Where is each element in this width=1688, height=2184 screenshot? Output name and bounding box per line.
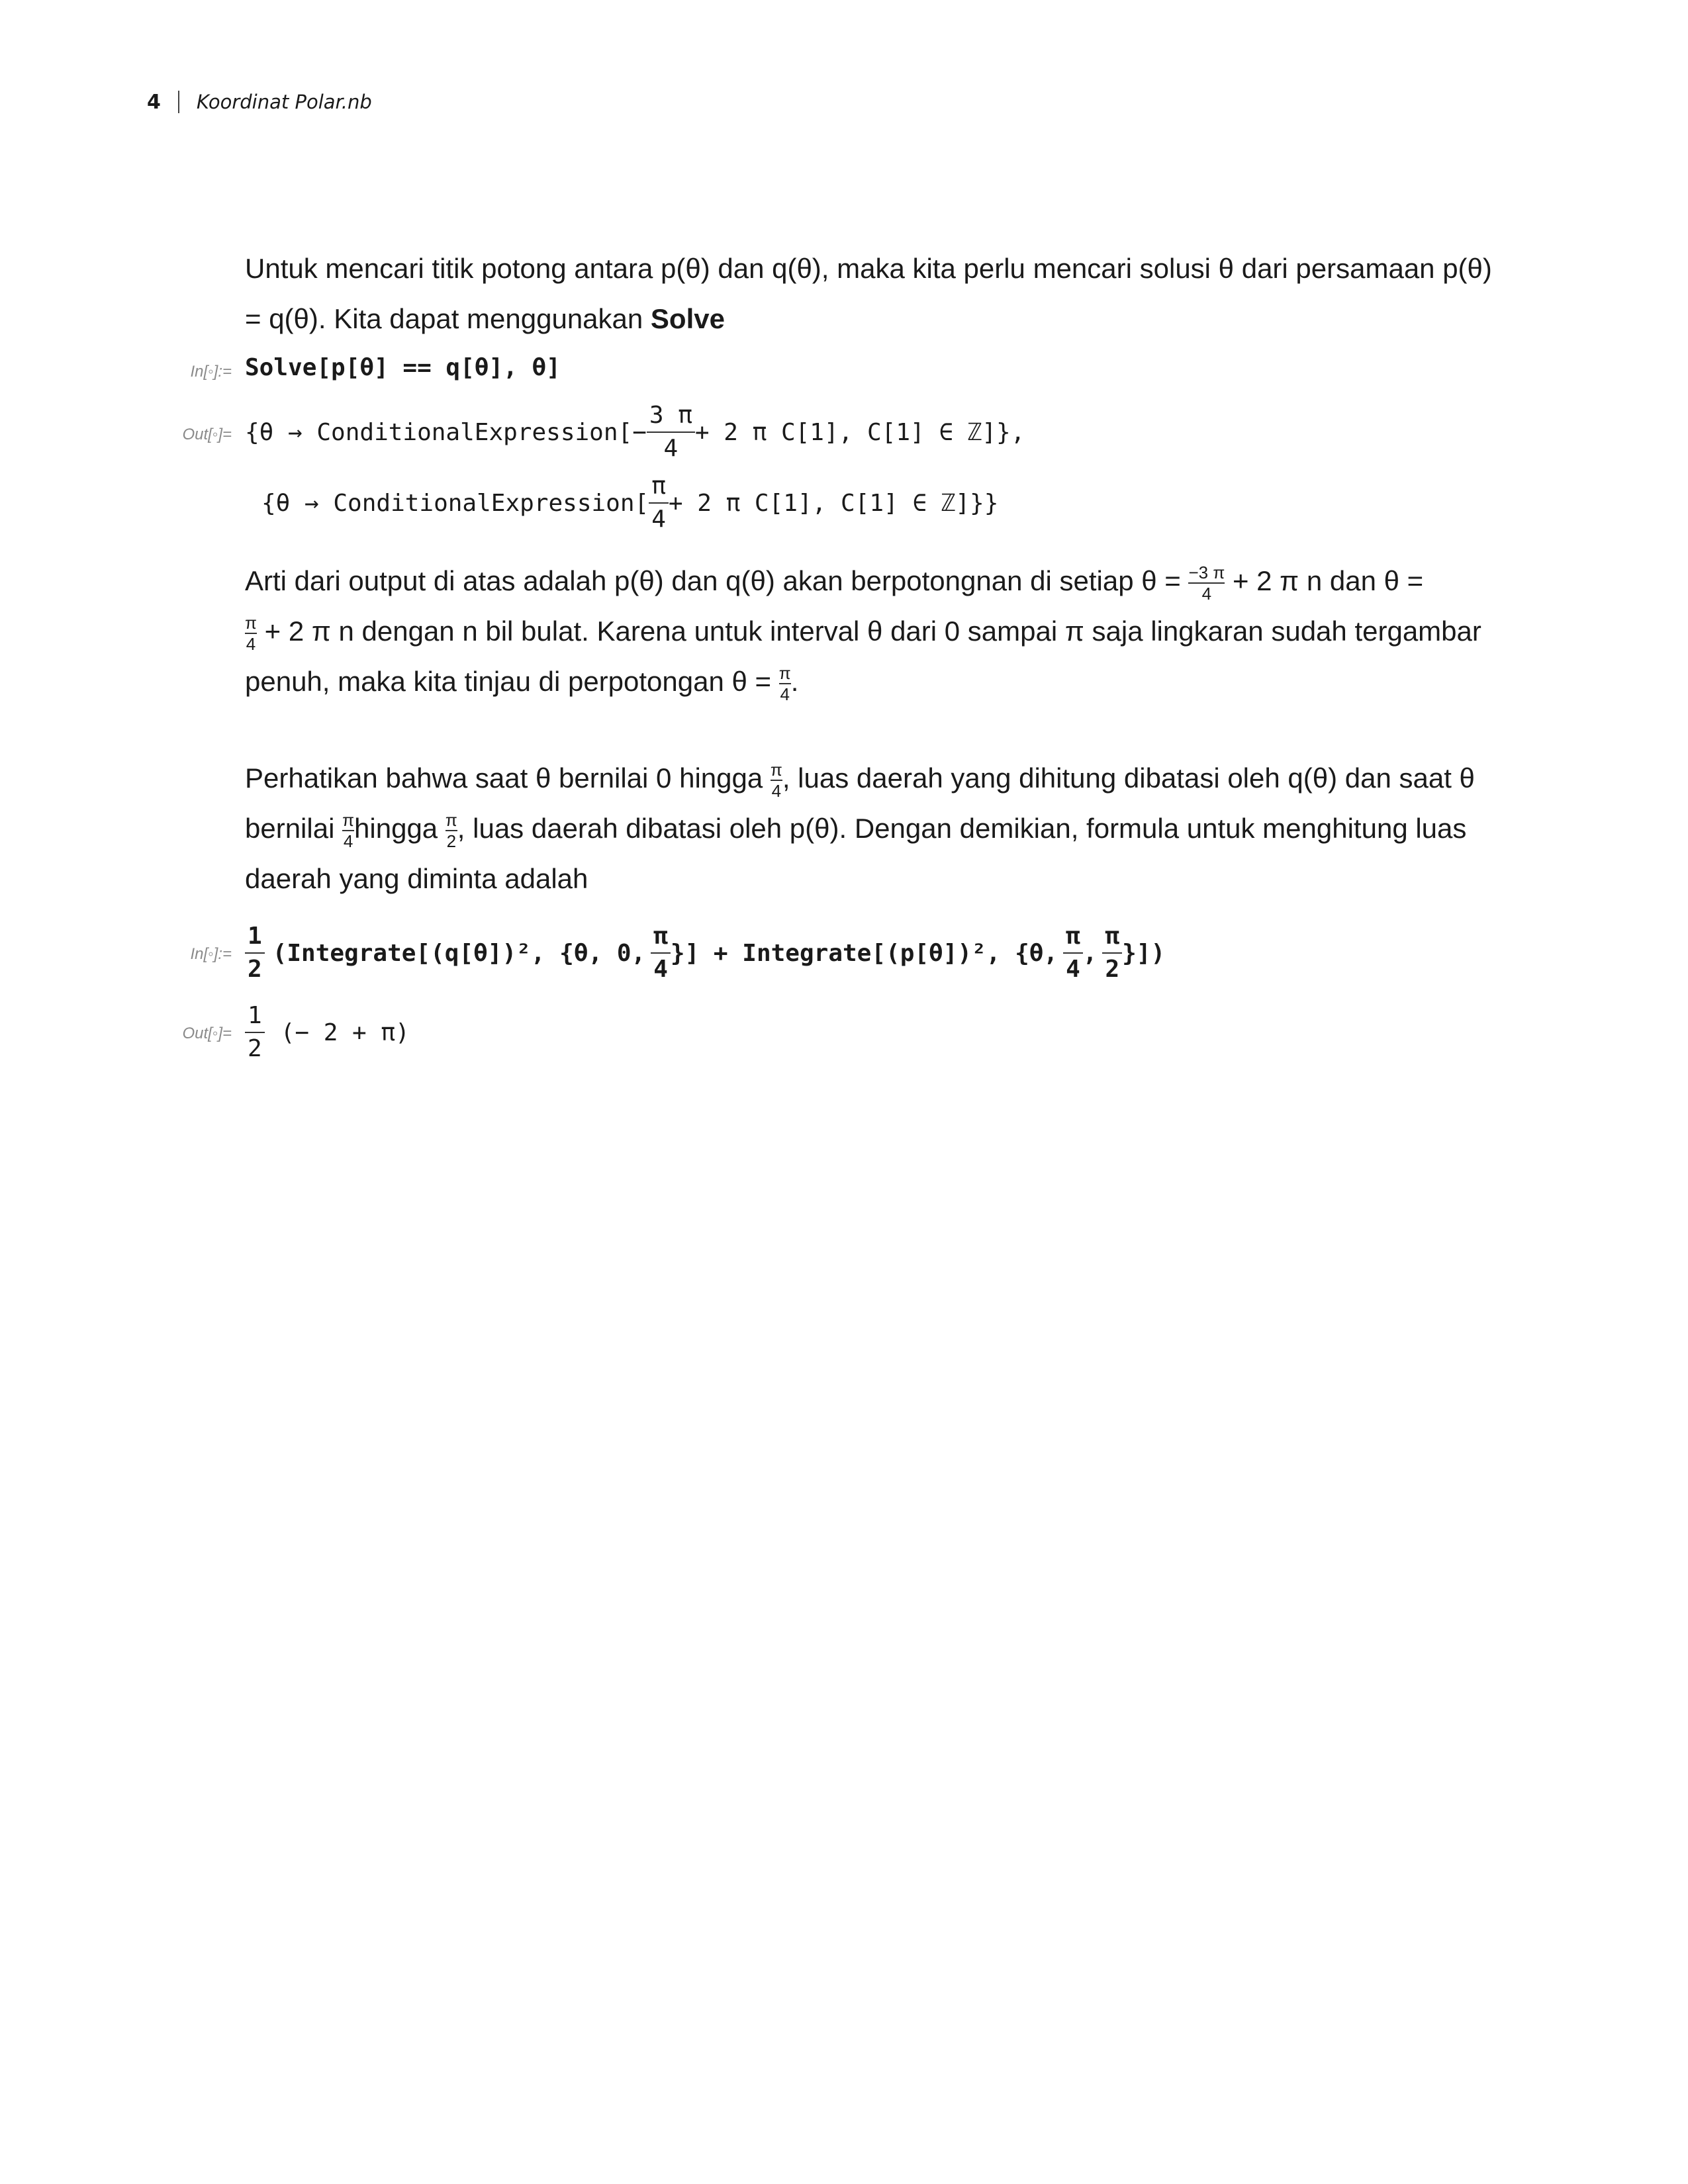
paragraph-explanation-line2: $\frac{\pi}{4}$ + 2 π n dengan n bil bulat. Karena untuk interval θ dari 0 sampai π saja lingkaran sudah tergambar (245, 612, 1481, 654)
notebook-name: Koordinat Polar.nb (196, 91, 372, 113)
paragraph-explanation (245, 556, 1536, 707)
solve-keyword: Solve (650, 303, 725, 334)
header-divider (178, 91, 179, 113)
paragraph-intro-line1: Untuk mencari titik potong antara p(θ) dan q(θ), maka kita perlu mencari solusi θ dari persamaan p(θ) (245, 253, 1492, 284)
paragraph-intro-line2: = q(θ). Kita dapat menggunakan Solve (245, 303, 725, 334)
output-label-1: Out[◦]= (182, 426, 232, 443)
output-line-1: {θ → ConditionalExpression[− $\frac{3 \pi}{4}$ + 2 π C[1], C[1] ∈ ℤ]}, (245, 402, 1025, 462)
paragraph-area (245, 753, 1536, 904)
paragraph-explanation-line3: penuh, maka kita tinjau di perpotongan θ = $\frac{\pi}{4}$ . (245, 662, 799, 704)
paragraph-explanation-line1: Arti dari output di atas adalah p(θ) dan q(θ) akan berpotongnan di setiap θ = $\frac{-3 \pi}{4}$ + 2 π n dan θ = (245, 562, 1424, 604)
paragraph-intro (245, 244, 1536, 344)
input-label-2: In[◦]:= (190, 945, 232, 963)
paragraph-area-line1: Perhatikan bahwa saat θ bernilai 0 hingga $\frac{\pi}{4}$ , luas daerah yang dihitung dibatasi oleh q(θ) dan saat θ (245, 759, 1475, 801)
input-cell-solve[interactable]: Solve[p[θ] == q[θ], θ] (245, 354, 561, 381)
fraction-3pi-4: $\frac{3 \pi}{4}$ (647, 404, 695, 461)
input-label-1: In[◦]:= (190, 363, 232, 381)
paragraph-area-line3: daerah yang diminta adalah (245, 863, 588, 894)
page-header (147, 89, 372, 115)
output-result: $\frac{1}{2}$ (− 2 + π) (245, 996, 410, 1069)
paragraph-area-line2: bernilai $\frac{\pi}{4}$ hingga $\frac{\pi}{2}$ , luas daerah dibatasi oleh p(θ). Dengan demikian, formula untuk menghitung luas (245, 809, 1467, 851)
fraction-pi-4: $\frac{\pi}{4}$ (649, 475, 669, 531)
output-line-2: {θ → ConditionalExpression[ $\frac{\pi}{4}$ + 2 π C[1], C[1] ∈ ℤ]}} (261, 473, 999, 533)
input-cell-integrate[interactable]: $\frac{1}{2}$ (Integrate[(q[θ])², {θ, 0, $\frac{\pi}{4}$ }] + Integrate[(p[θ])², {θ, $\frac{\pi}{4}$ , $\frac{\pi}{2}$ }]) (245, 917, 1165, 989)
page-number: 4 (147, 90, 161, 114)
output-label-2: Out[◦]= (182, 1024, 232, 1042)
